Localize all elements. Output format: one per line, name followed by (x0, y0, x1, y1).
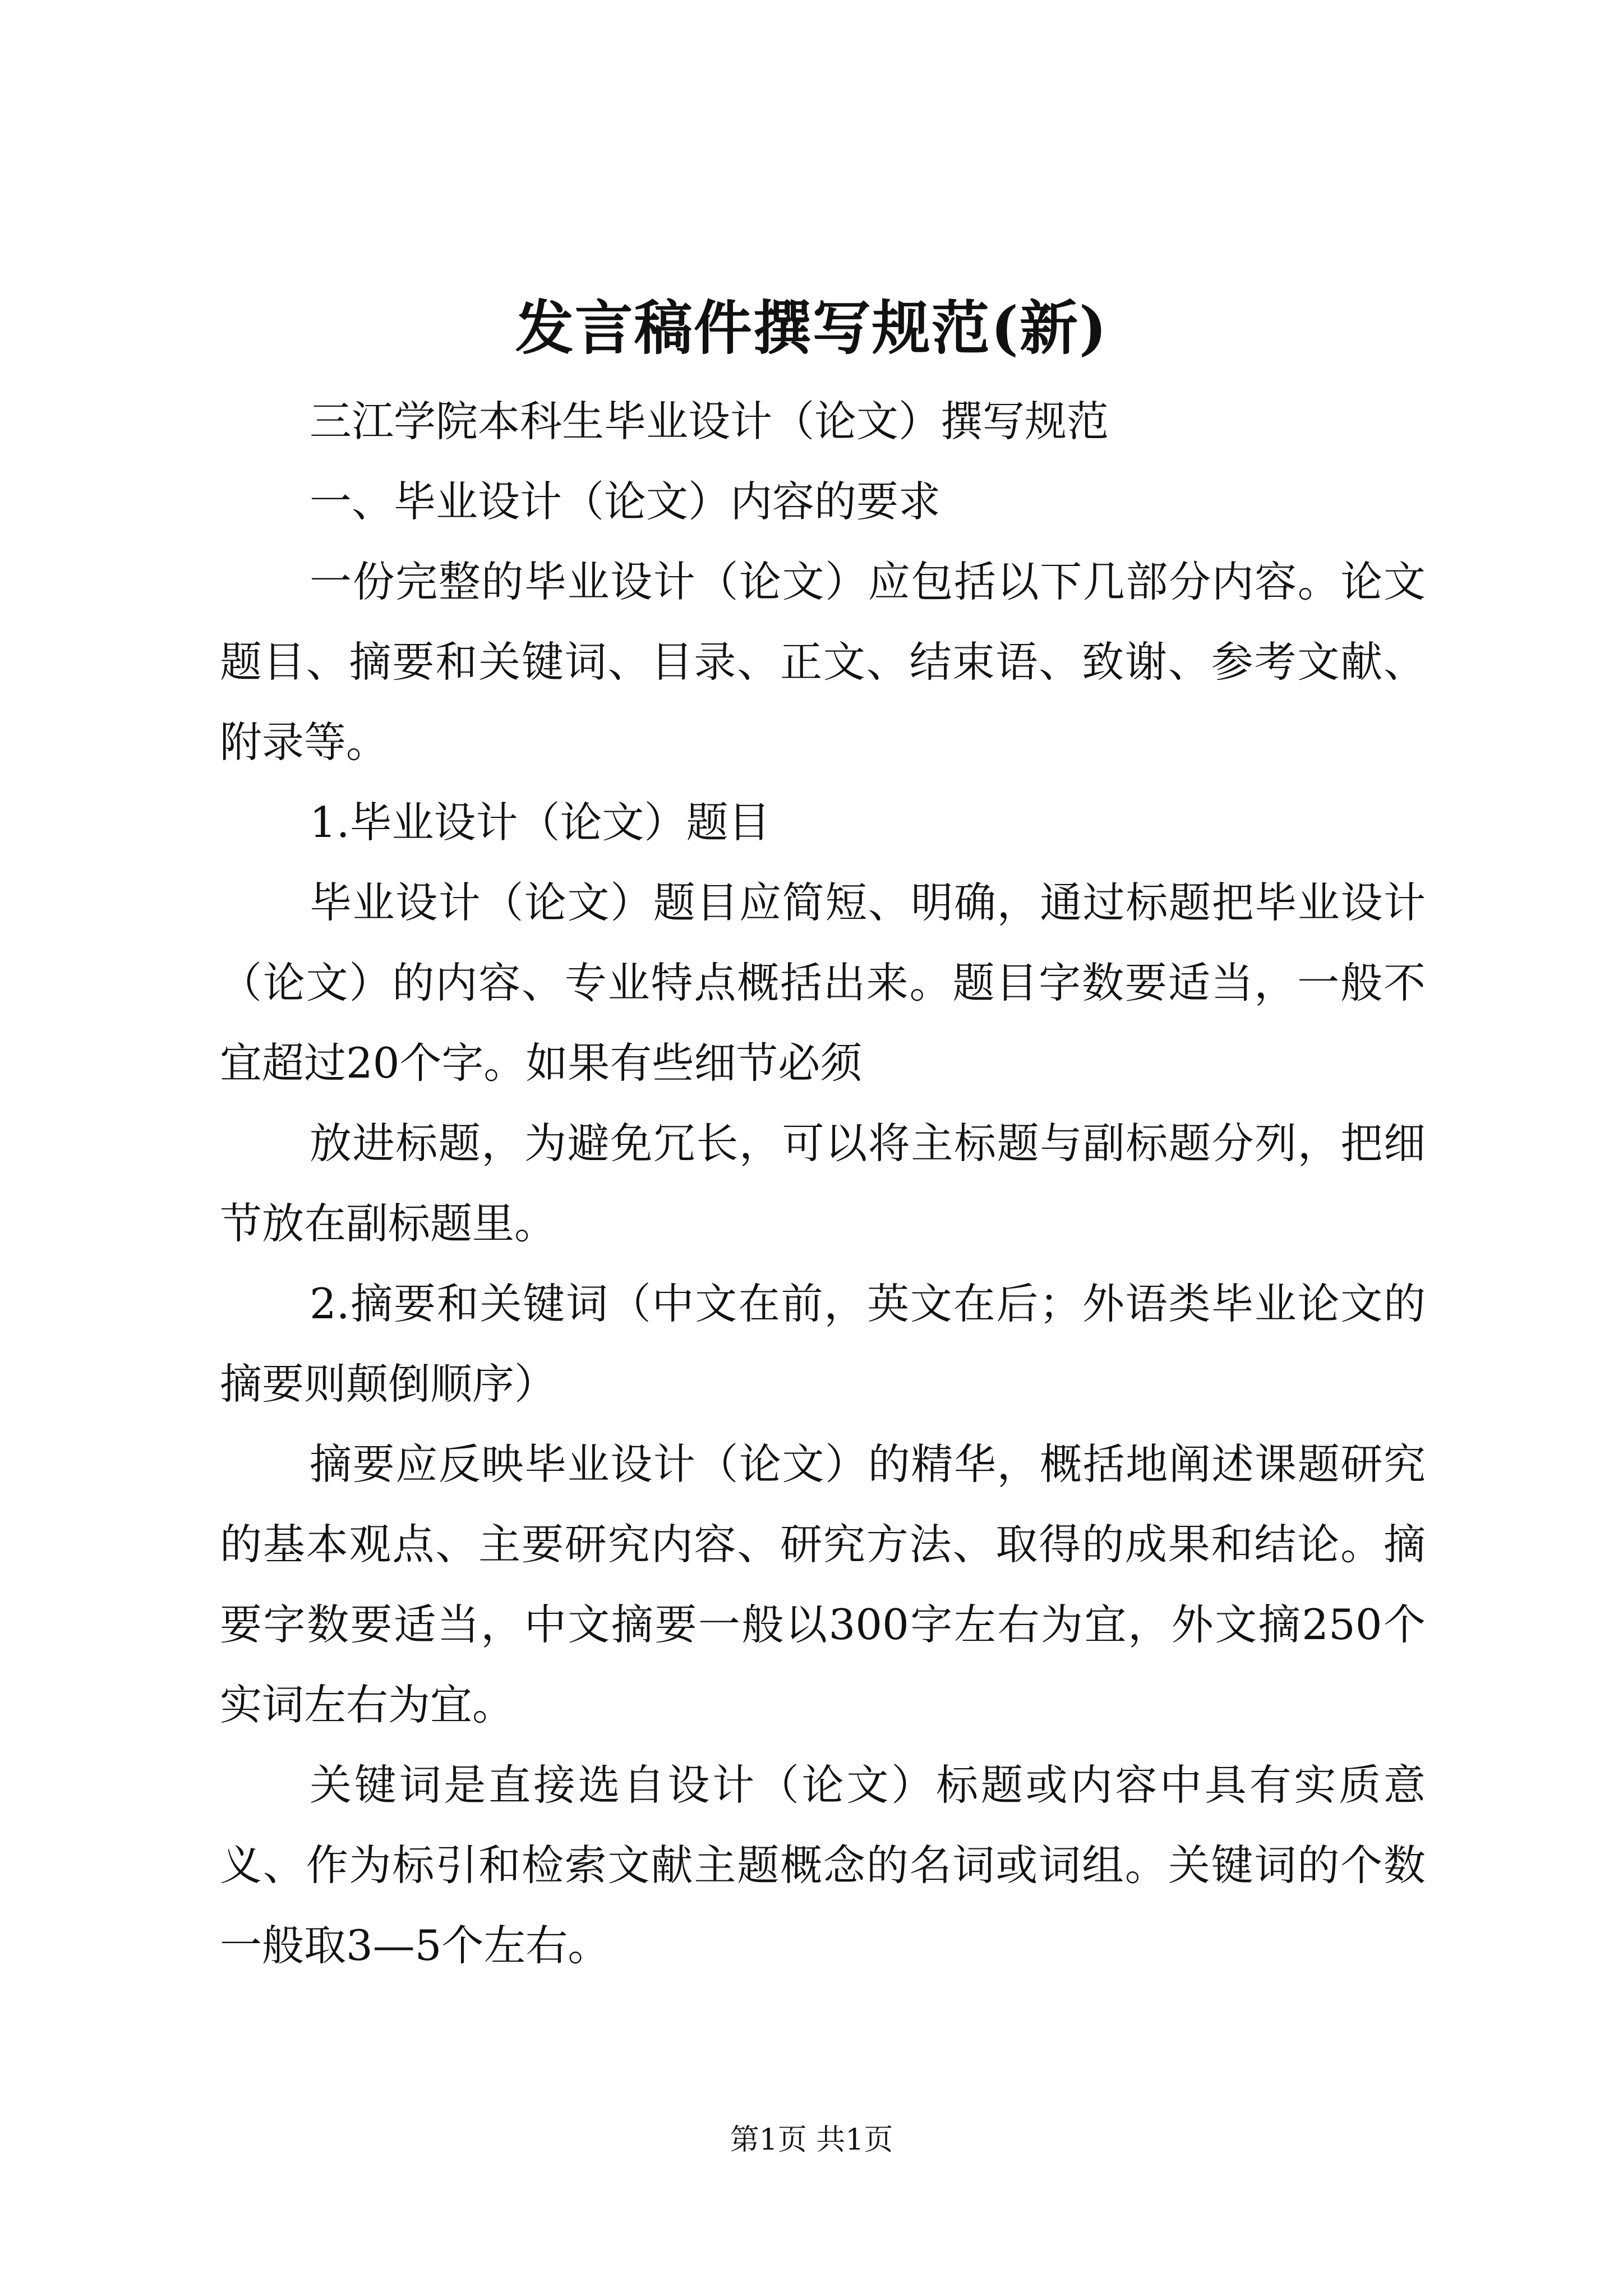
paragraph-keywords-requirements: 关键词是直接选自设计（论文）标题或内容中具有实质意义、作为标引和检索文献主题概念的名词或词组。关键词的个数一般取3—5个左右。 (220, 1760, 1426, 1970)
paragraph-item-2-heading: 2.摘要和关键词（中文在前，英文在后；外语类毕业论文的摘要则颠倒顺序） (220, 1279, 1426, 1409)
document-body (220, 381, 1426, 1986)
document-title: 发言稿件撰写规范(新) (515, 293, 1108, 362)
page-footer: 第1页 共1页 (730, 2123, 893, 2157)
paragraph-title-requirements: 毕业设计（论文）题目应简短、明确，通过标题把毕业设计（论文）的内容、专业特点概括出来。题目字数要适当，一般不宜超过20个字。如果有些细节必须 (220, 878, 1426, 1088)
paragraph-item-1-heading: 1.毕业设计（论文）题目 (310, 798, 771, 847)
paragraph-title-details: 放进标题，为避免冗长，可以将主标题与副标题分列，把细节放在副标题里。 (220, 1119, 1426, 1248)
paragraph-section-heading: 一、毕业设计（论文）内容的要求 (310, 477, 941, 526)
paragraph-content-overview: 一份完整的毕业设计（论文）应包括以下几部分内容。论文题目、摘要和关键词、目录、正文、结束语、致谢、参考文献、附录等。 (220, 557, 1426, 767)
paragraph-abstract-requirements: 摘要应反映毕业设计（论文）的精华，概括地阐述课题研究的基本观点、主要研究内容、研究方法、取得的成果和结论。摘要字数要适当，中文摘要一般以300字左右为宜，外文摘250个实词左右为宜。 (220, 1439, 1426, 1729)
paragraph-subtitle: 三江学院本科生毕业设计（论文）撰写规范 (310, 397, 1109, 446)
